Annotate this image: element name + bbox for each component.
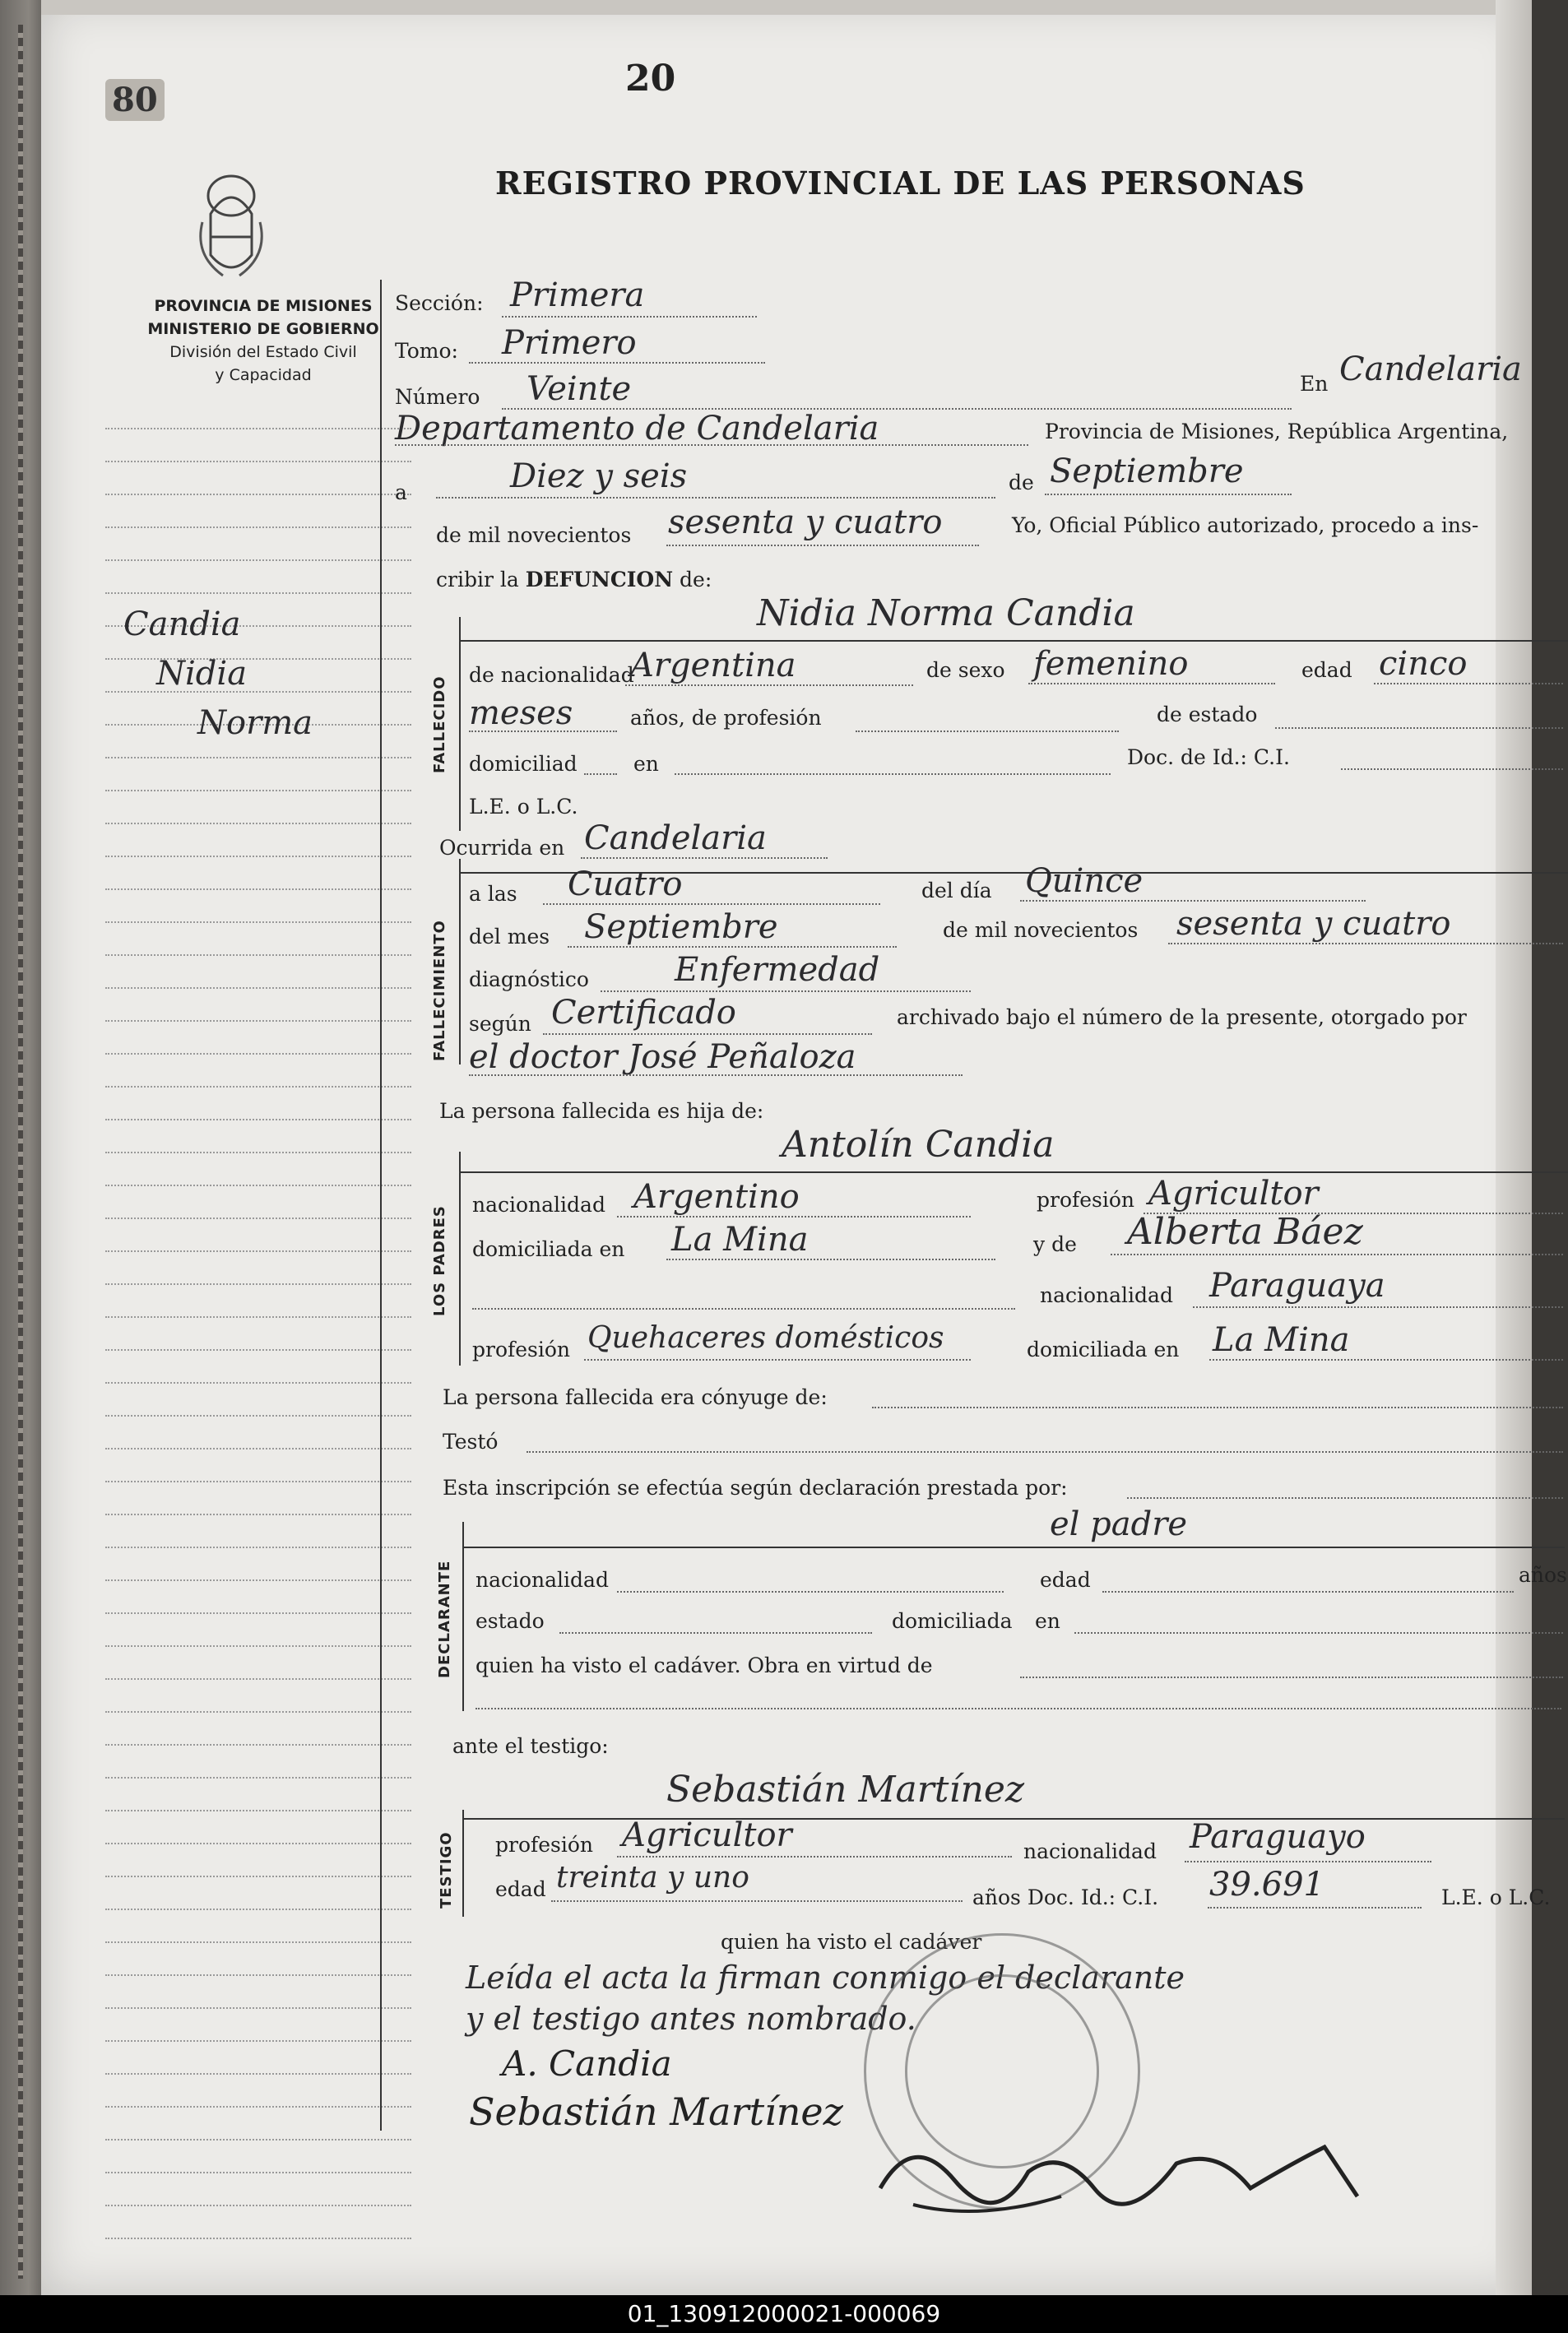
value-t-edad: treinta y uno — [556, 1861, 749, 1895]
value-madre: Alberta Báez — [1127, 1211, 1363, 1253]
label-de: de — [1009, 471, 1034, 494]
value-hora: Cuatro — [568, 865, 683, 903]
label-de-mil: de mil novecientos — [943, 918, 1139, 942]
agency-line-4: y Capacidad — [215, 366, 312, 384]
value-t-nac: Paraguayo — [1190, 1818, 1366, 1856]
value-padre-nac: Argentino — [633, 1178, 800, 1216]
label-nacionalidad2: nacionalidad — [472, 1193, 605, 1217]
value-anio-fall: sesenta y cuatro — [1176, 905, 1451, 943]
value-testigo: Sebastián Martínez — [666, 1769, 1025, 1811]
page-number: 20 — [625, 58, 676, 100]
page-top-band — [41, 0, 1532, 15]
value-t-prof: Agricultor — [622, 1816, 792, 1854]
label-t-profesion: profesión — [495, 1833, 594, 1857]
value-doctor: el doctor José Peñaloza — [469, 1038, 856, 1076]
label-provincia: Provincia de Misiones, República Argentina, — [1045, 420, 1509, 443]
label-t-anos-doc: años Doc. Id.: C.I. — [972, 1885, 1159, 1909]
agency-line-2: MINISTERIO DE GOBIERNO — [147, 320, 379, 338]
section-bar-padres — [459, 1152, 461, 1366]
label-a-las: a las — [469, 882, 517, 906]
label-d-en: en — [1035, 1609, 1060, 1633]
side-label-fallecido: FALLECIDO — [431, 675, 448, 773]
stamp-number: 80 — [105, 79, 165, 121]
section-bar-testigo — [462, 1810, 464, 1917]
value-madre-prof: Quehaceres domésticos — [587, 1321, 944, 1355]
value-nombre: Nidia Norma Candia — [757, 592, 1135, 634]
label-d-anos: años — [1519, 1563, 1567, 1587]
label-del-mes: del mes — [469, 925, 550, 949]
label-testo: Testó — [443, 1430, 499, 1454]
page-edge — [1496, 0, 1532, 2295]
label-y-de: y de — [1033, 1232, 1077, 1256]
label-domiciliada-en: domiciliada en — [472, 1237, 625, 1261]
value-sexo: femenino — [1033, 645, 1189, 683]
label-t-visto: quien ha visto el cadáver — [721, 1930, 982, 1954]
label-de-estado: de estado — [1157, 703, 1258, 726]
label-d-edad: edad — [1040, 1568, 1091, 1592]
label-domiciliada-en2: domiciliada en — [1027, 1338, 1180, 1361]
label-ante-testigo: ante el testigo: — [452, 1734, 609, 1758]
value-dia-fall: Quince — [1025, 862, 1144, 900]
value-padre-prof: Agricultor — [1148, 1175, 1319, 1213]
value-padre-dom: La Mina — [671, 1221, 809, 1259]
section-bar-fallecimiento — [459, 859, 461, 1064]
value-cierre-1: Leída el acta la firman conmigo el declarante — [466, 1960, 1185, 1996]
label-del-dia: del día — [921, 879, 992, 902]
value-declarante: el padre — [1050, 1505, 1188, 1543]
agency-block — [107, 295, 420, 387]
binder-stitching — [18, 25, 23, 2279]
label-d-domiciliada: domiciliada — [892, 1609, 1013, 1633]
label-profesion: profesión — [1037, 1188, 1135, 1212]
label-t-edad: edad — [495, 1877, 546, 1901]
image-footer-id: 01_130912000021-000069 — [0, 2295, 1568, 2333]
side-label-testigo: TESTIGO — [438, 1831, 455, 1909]
label-le-lc: L.E. o L.C. — [469, 795, 578, 819]
agency-line-3: División del Estado Civil — [169, 343, 357, 361]
value-madre-dom: La Mina — [1213, 1321, 1350, 1359]
value-seccion: Primera — [510, 276, 645, 314]
label-edad: edad — [1301, 658, 1352, 682]
label-hija-de: La persona fallecida es hija de: — [439, 1099, 764, 1123]
side-label-declarante: DECLARANTE — [436, 1560, 453, 1678]
value-anio: sesenta y cuatro — [668, 503, 943, 541]
label-d-nacionalidad: nacionalidad — [476, 1568, 609, 1592]
label-domiciliad: domiciliad — [469, 752, 578, 776]
margin-rule — [380, 280, 382, 2131]
value-nacionalidad: Argentina — [630, 647, 796, 684]
label-anos-profesion: años, de profesión — [630, 706, 822, 730]
label-t-nacionalidad: nacionalidad — [1023, 1839, 1157, 1863]
label-segun: según — [469, 1012, 531, 1036]
label-ocurrida: Ocurrida en — [439, 836, 565, 860]
signature-testigo: Sebastián Martínez — [469, 2089, 843, 2134]
side-label-padres: LOS PADRES — [431, 1205, 448, 1316]
label-oficial: Yo, Oficial Público autorizado, procedo a ins- — [1012, 513, 1479, 537]
value-meses: meses — [469, 694, 573, 732]
value-numero: Veinte — [527, 370, 632, 408]
label-d-estado: estado — [476, 1609, 545, 1633]
value-ocurrida: Candelaria — [584, 819, 767, 857]
value-departamento: Departamento de Candelaria — [395, 410, 879, 448]
value-t-ci: 39.691 — [1209, 1866, 1324, 1904]
label-a: a — [395, 480, 407, 504]
label-archivado: archivado bajo el número de la presente, otorgado por — [897, 1005, 1467, 1029]
value-tomo: Primero — [502, 324, 637, 362]
label-doc-id: Doc. de Id.: C.I. — [1127, 745, 1290, 769]
section-bar-declarante — [462, 1522, 464, 1711]
label-diagnostico: diagnóstico — [469, 967, 589, 991]
label-conyuge: La persona fallecida era cónyuge de: — [443, 1385, 828, 1409]
register-page — [41, 0, 1567, 2295]
label-en: En — [1300, 372, 1329, 396]
value-en: Candelaria — [1339, 350, 1522, 388]
label-profesion2: profesión — [472, 1338, 571, 1361]
label-nacionalidad3: nacionalidad — [1040, 1283, 1173, 1307]
label-declaracion: Esta inscripción se efectúa según declaración prestada por: — [443, 1476, 1068, 1500]
value-dia: Diez y seis — [510, 457, 688, 495]
value-padre: Antolín Candia — [782, 1124, 1055, 1166]
margin-note-name1: Nidia — [156, 655, 248, 693]
label-d-visto: quien ha visto el cadáver. Obra en virtud de — [476, 1654, 933, 1677]
value-mes: Septiembre — [1050, 452, 1244, 490]
label-seccion: Sección: — [395, 291, 484, 315]
signature-oficial — [864, 2114, 1390, 2238]
value-mes-fall: Septiembre — [584, 908, 778, 946]
signature-declarante: A. Candia — [502, 2043, 672, 2084]
label-sexo: de sexo — [926, 658, 1005, 682]
margin-note-surname: Candia — [123, 605, 241, 643]
agency-line-1: PROVINCIA DE MISIONES — [154, 297, 373, 315]
value-segun: Certificado — [551, 994, 736, 1032]
label-inscribir: cribir la DEFUNCION de: — [436, 568, 712, 591]
margin-note-name2: Norma — [197, 704, 313, 742]
side-label-fallecimiento: FALLECIMIENTO — [431, 920, 448, 1061]
label-tomo: Tomo: — [395, 339, 458, 363]
label-nacionalidad: de nacionalidad — [469, 663, 634, 687]
value-diagnostico: Enfermedad — [675, 951, 880, 989]
section-bar-fallecido — [459, 617, 461, 831]
value-edad: cinco — [1379, 645, 1468, 683]
label-en2: en — [633, 752, 659, 776]
label-t-le: L.E. o L.C. — [1441, 1885, 1551, 1909]
label-mil-novecientos: de mil novecientos — [436, 523, 632, 547]
value-madre-nac: Paraguaya — [1209, 1267, 1385, 1305]
value-cierre-2: y el testigo antes nombrado. — [466, 2001, 916, 2037]
label-numero: Número — [395, 385, 480, 409]
coat-of-arms-icon — [186, 165, 276, 288]
page-title: REGISTRO PROVINCIAL DE LAS PERSONAS — [495, 165, 1306, 202]
